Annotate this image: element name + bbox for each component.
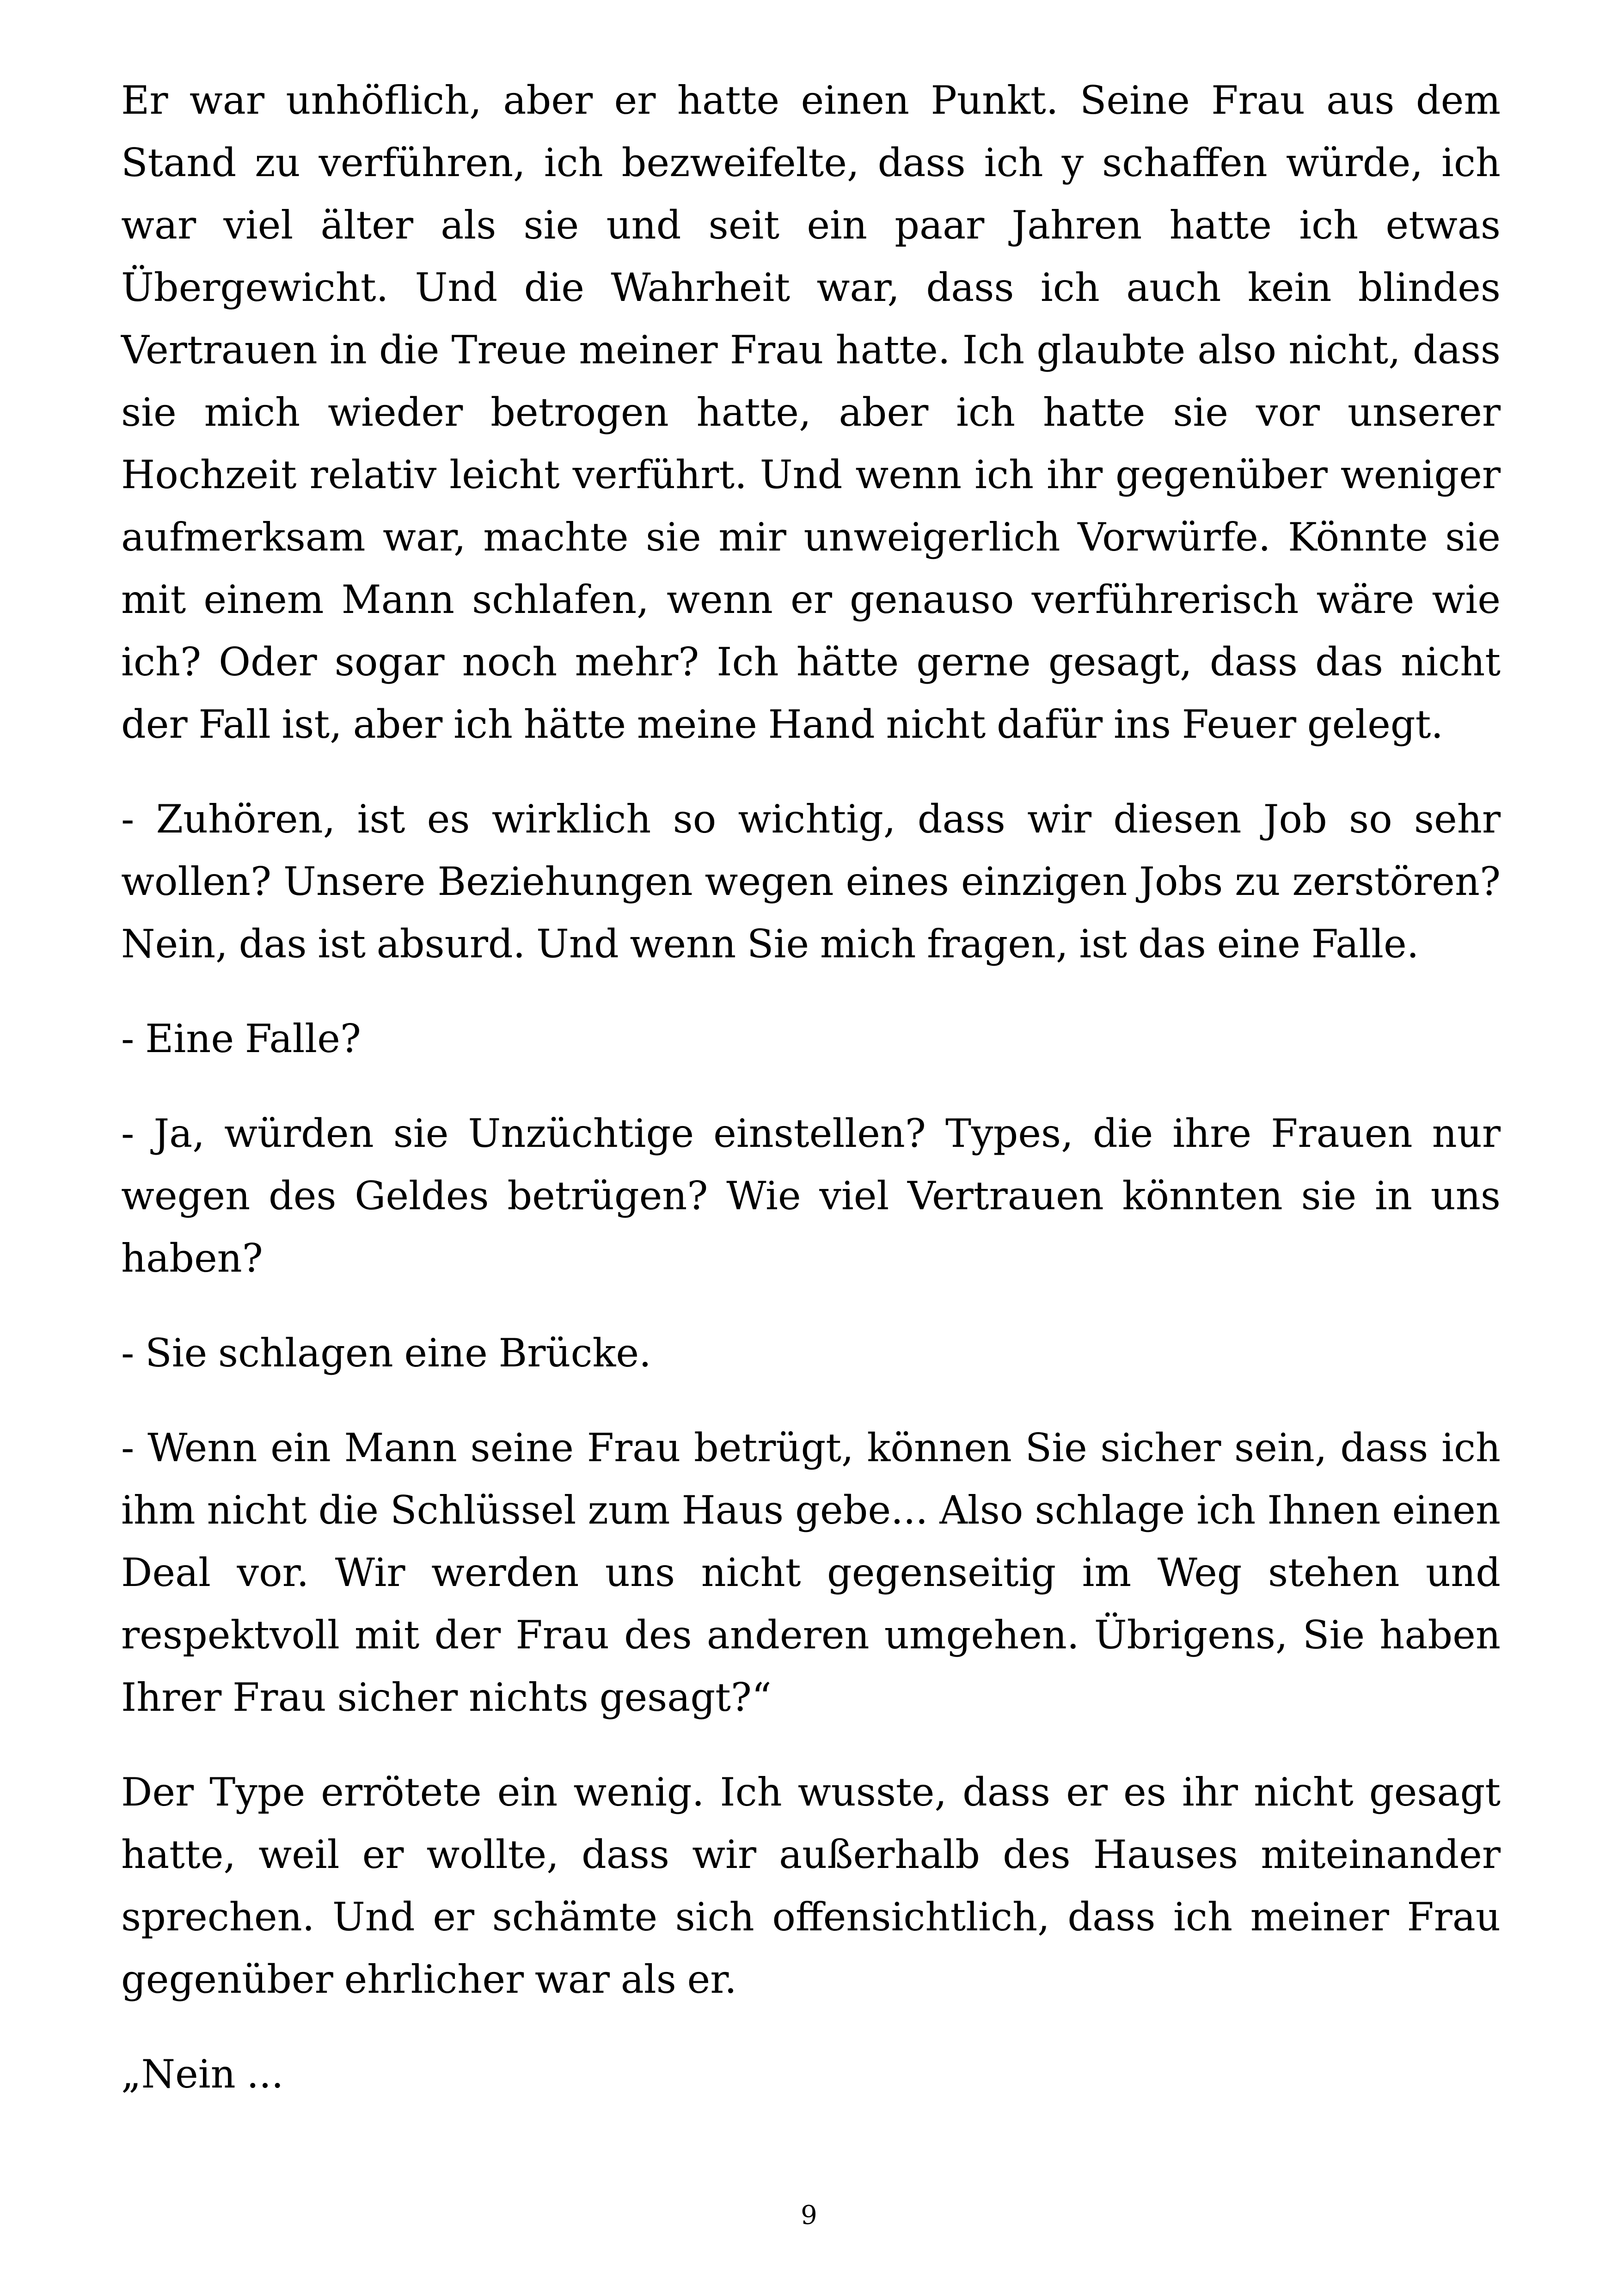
paragraph-3: - Eine Falle?	[121, 1016, 361, 1061]
paragraph-2: - Zuhören, ist es wirklich so wichtig, dass wir diesen Job so sehr wollen? Unsere Beziehungen wegen eines einzigen Jobs zu zerstören? Nein, das ist absurd. Und wenn Sie mich fragen, ist das eine Falle.	[121, 796, 1501, 967]
page-number: 9	[801, 2200, 817, 2230]
paragraph-1: Er war unhöflich, aber er hatte einen Punkt. Seine Frau aus dem Stand zu verführen, ich bezweifelte, dass ich y schaffen würde, ich war viel älter als sie und seit ein paar Jahren hatte ich etwas Übergewicht. Und die Wahrheit war, dass ich auch kein blindes Vertrauen in die Treue meiner Frau hatte. Ich glaubte also nicht, dass sie mich wieder betrogen hatte, aber ich hatte sie vor unserer Hochzeit relativ leicht verführt. Und wenn ich ihr gegenüber weniger aufmerksam war, machte sie mir unweigerlich Vorwürfe. Könnte sie mit einem Mann schlafen, wenn er genauso verführerisch wäre wie ich? Oder sogar noch mehr? Ich hätte gerne gesagt, dass das nicht der Fall ist, aber ich hätte meine Hand nicht dafür ins Feuer gelegt.	[121, 78, 1501, 747]
paragraph-8: „Nein ...	[121, 2051, 284, 2097]
paragraph-6: - Wenn ein Mann seine Frau betrügt, können Sie sicher sein, dass ich ihm nicht die Schlüssel zum Haus gebe... Also schlage ich Ihnen einen Deal vor. Wir werden uns nicht gegenseitig im Weg stehen und respektvoll mit der Frau des anderen umgehen. Übrigens, Sie haben Ihrer Frau sicher nichts gesagt?“	[121, 1425, 1501, 1720]
text-body	[121, 69, 1501, 2138]
paragraph-5: - Sie schlagen eine Brücke.	[121, 1330, 651, 1376]
paragraph-7: Der Type errötete ein wenig. Ich wusste, dass er es ihr nicht gesagt hatte, weil er wollte, dass wir außerhalb des Hauses miteinander sprechen. Und er schämte sich offensichtlich, dass ich meiner Frau gegenüber ehrlicher war als er.	[121, 1769, 1501, 2002]
paragraph-4: - Ja, würden sie Unzüchtige einstellen? Types, die ihre Frauen nur wegen des Geldes betrügen? Wie viel Vertrauen könnten sie in uns haben?	[121, 1111, 1501, 1281]
